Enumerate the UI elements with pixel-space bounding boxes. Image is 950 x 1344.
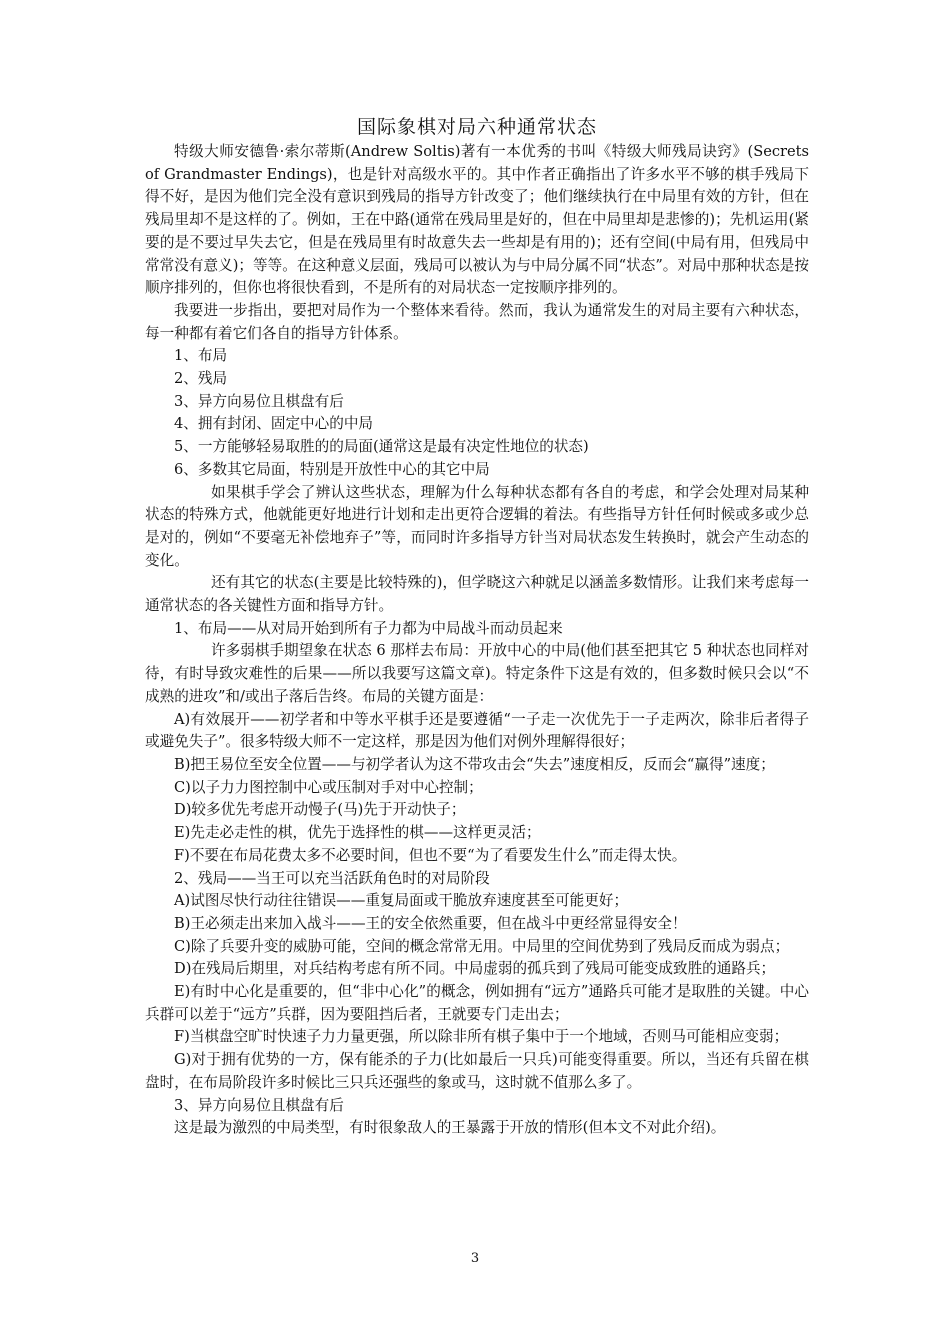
paragraph: C)除了兵要升变的威胁可能，空间的概念常常无用。中局里的空间优势到了残局反而成为弱点； — [174, 937, 790, 955]
paragraph: A)试图尽快行动往往错误——重复局面或干脆放弃速度甚至可能更好； — [174, 892, 629, 910]
paragraph: 3、异方向易位且棋盘有后 — [174, 1096, 344, 1114]
paragraph: 如果棋手学会了辨认这些状态，理解为什么每种状态都有各自的考虑，和学会处理对局某种状态的特殊方式，他就能更好地进行计划和走出更符合逻辑的着法。有些指导方针任何时候或多或少总是对的，例如“不要毫无补偿地弃子”等，而同时许多指导方针当对局状态发生转换时，就会产生动态的变化。 — [145, 483, 809, 569]
paragraph: B)把王易位至安全位置——与初学者认为这不带攻击会“失去”速度相反，反而会“赢得”速度； — [174, 755, 775, 773]
paragraph: 还有其它的状态(主要是比较特殊的)，但学晓这六种就足以涵盖多数情形。让我们来考虑每一通常状态的各关键性方面和指导方针。 — [145, 574, 809, 615]
document-title: 国际象棋对局六种通常状态 — [356, 116, 597, 138]
paragraph: 这是最为激烈的中局类型，有时很象敌人的王暴露于开放的情形(但本文不对此介绍)。 — [174, 1119, 726, 1137]
paragraph: 5、一方能够轻易取胜的的局面(通常这是最有决定性地位的状态) — [174, 438, 589, 456]
paragraph: C)以子力力图控制中心或压制对手对中心控制； — [174, 778, 483, 796]
paragraph: 1、布局——从对局开始到所有子力都为中局战斗而动员起来 — [174, 619, 563, 637]
paragraph: 4、拥有封闭、固定中心的中局 — [174, 415, 374, 433]
paragraph: F)当棋盘空旷时快速子力力量更强，所以除非所有棋子集中于一个地域，否则马可能相应变弱； — [174, 1028, 789, 1046]
paragraph: 1、布局 — [174, 347, 228, 365]
paragraph: A)有效展开——初学者和中等水平棋手还是要遵循“一子走一次优先于一子走两次，除非后者得子或避免失子”。很多特级大师不一定这样，那是因为他们对例外理解得很好； — [145, 710, 809, 751]
paragraph: F)不要在布局花费太多不必要时间，但也不要“为了看要发生什么”而走得太快。 — [174, 846, 687, 864]
paragraph: E)有时中心化是重要的，但“非中心化”的概念，例如拥有“远方”通路兵可能才是取胜的关键。中心兵群可以差于“远方”兵群，因为要阻挡后者，王就要专门走出去； — [145, 983, 809, 1023]
paragraph: 我要进一步指出，要把对局作为一个整体来看待。然而，我认为通常发生的对局主要有六种状态，每一种都有着它们各自的指导方针体系。 — [145, 301, 809, 342]
paragraph-list — [145, 141, 809, 1140]
paragraph: G)对于拥有优势的一方，保有能杀的子力(比如最后一只兵)可能变得重要。所以，当还有兵留在棋盘时，在布局阶段许多时候比三只兵还强些的象或马，这时就不值那么多了。 — [145, 1051, 809, 1091]
paragraph: 许多弱棋手期望象在状态 6 那样去布局：开放中心的中局(他们甚至把其它 5 种状态也同样对待，有时导致灾难性的后果——所以我要写这篇文章)。特定条件下这是有效的，但多数时候只会以“不成熟的进攻”和/或出子落后告终。布局的关键方面是： — [145, 642, 809, 705]
paragraph: B)王必须走出来加入战斗——王的安全依然重要，但在战斗中更经常显得安全！ — [174, 914, 687, 932]
paragraph: D)在残局后期里，对兵结构考虑有所不同。中局虚弱的孤兵到了残局可能变成致胜的通路兵； — [174, 960, 776, 978]
paragraph: 2、残局 — [174, 370, 228, 388]
document-body — [145, 114, 809, 1140]
paragraph: 特级大师安德鲁·索尔蒂斯(Andrew Soltis)著有一本优秀的书叫《特级大师残局诀窍》(Secrets of Grandmaster Endings)，也是针对高级水平的。其中作者正确指出了许多水平不够的棋手残局下得不好，是因为他们完全没有意识到残局的指导方针改变了；他们继续执行在中局里有效的方针，但在残局里却不是这样的了。例如，王在中路(通常在残局里是好的，但在中局里却是悲惨的)；先机运用(紧要的是不要过早失去它，但是在残局里有时故意失去一些却是有用的)；还有空间(中局有用，但残局中常常没有意义)；等等。在这种意义层面，残局可以被认为与中局分属不同“状态”。对局中那种状态是按顺序排列的，但你也将很快看到，不是所有的对局状态一定按顺序排列的。 — [145, 143, 809, 297]
paragraph: 2、残局——当王可以充当活跃角色时的对局阶段 — [174, 869, 490, 887]
page-number: 3 — [470, 1251, 480, 1266]
paragraph: 3、异方向易位且棋盘有后 — [174, 392, 344, 410]
paragraph: E)先走必走性的棋，优先于选择性的棋——这样更灵活； — [174, 824, 541, 842]
paragraph: D)较多优先考虑开动慢子(马)先于开动快子； — [174, 801, 466, 819]
paragraph: 6、多数其它局面，特别是开放性中心的其它中局 — [174, 460, 490, 478]
